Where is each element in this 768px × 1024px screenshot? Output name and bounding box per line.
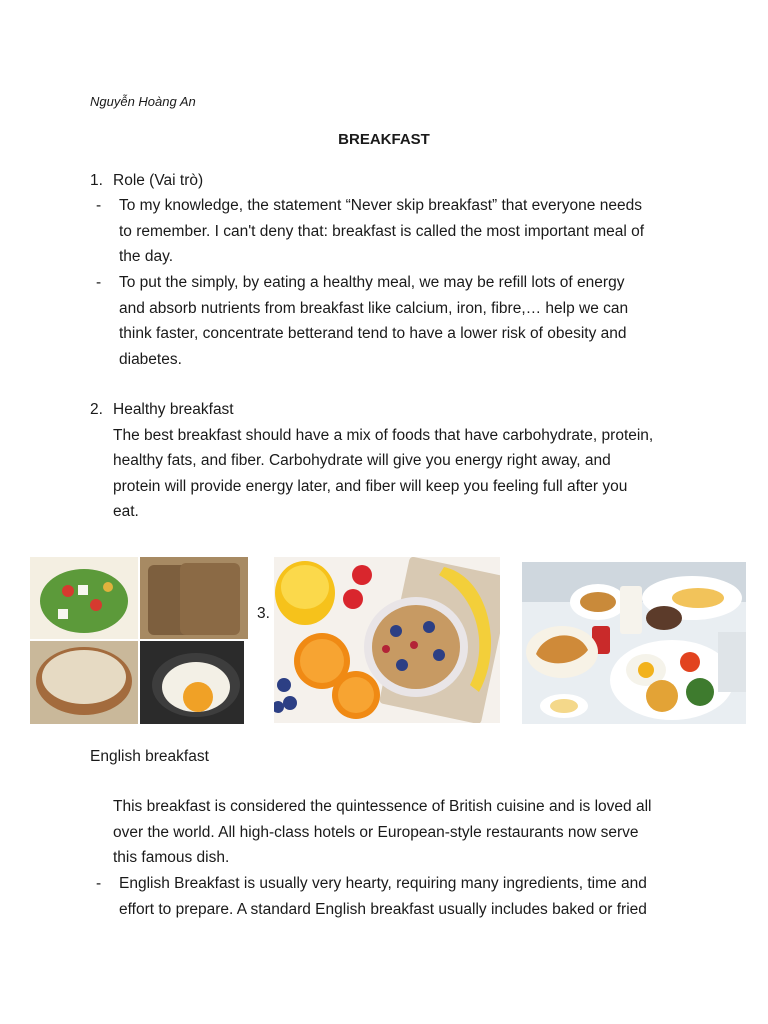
bullet-line: effort to prepare. A standard English breakfast usually includes baked or fried [119, 900, 647, 918]
section-2-heading: Healthy breakfast [113, 401, 234, 418]
bullet-line: think faster, concentrate betterand tend to have a lower risk of obesity and [119, 325, 627, 342]
bullet-line: To my knowledge, the statement “Never skip breakfast” that everyone needs [119, 197, 642, 214]
bullet-marker: - [96, 274, 102, 291]
section-1-heading: Role (Vai trò) [113, 172, 204, 189]
section-1-number: 1. [90, 172, 103, 189]
paragraph-line: The best breakfast should have a mix of foods that have carbohydrate, protein, [113, 426, 654, 444]
bullet-line: to remember. I can't deny that: breakfast is called the most important meal of [119, 222, 645, 240]
bullet-line: the day. [119, 248, 174, 265]
author-name: Nguyễn Hoàng An [90, 94, 196, 109]
bullet-line: and absorb nutrients from breakfast like calcium, iron, fibre,… help we can [119, 299, 629, 317]
bullet-marker: - [96, 197, 102, 214]
paragraph-line: protein will provide energy later, and fiber will keep you feeling full after you [113, 477, 628, 495]
paragraph-line: over the world. All high-class hotels or European-style restaurants now serve [113, 823, 639, 841]
section-3-heading: English breakfast [90, 748, 209, 765]
paragraph-line: This breakfast is considered the quintessence of British cuisine and is loved all [113, 798, 652, 815]
bullet-line: English Breakfast is usually very hearty, requiring many ingredients, time and [119, 875, 647, 892]
paragraph-line: this famous dish. [113, 849, 230, 866]
bullet-line: To put the simply, by eating a healthy meal, we may be refill lots of energy [119, 274, 625, 291]
bullet-line: diabetes. [119, 350, 182, 368]
section-3-number: 3. [257, 605, 270, 622]
bullet-marker: - [96, 875, 102, 892]
section-2-number: 2. [90, 401, 103, 418]
paragraph-line: eat. [113, 503, 139, 520]
fruit-granola-bowl-juice-image [274, 557, 500, 723]
paragraph-line: healthy fats, and fiber. Carbohydrate will give you energy right away, and [113, 452, 611, 469]
hotel-breakfast-plate-image [522, 562, 746, 724]
document-title: BREAKFAST [338, 131, 430, 148]
collage-salad-bread-oats-egg-image [30, 557, 248, 724]
